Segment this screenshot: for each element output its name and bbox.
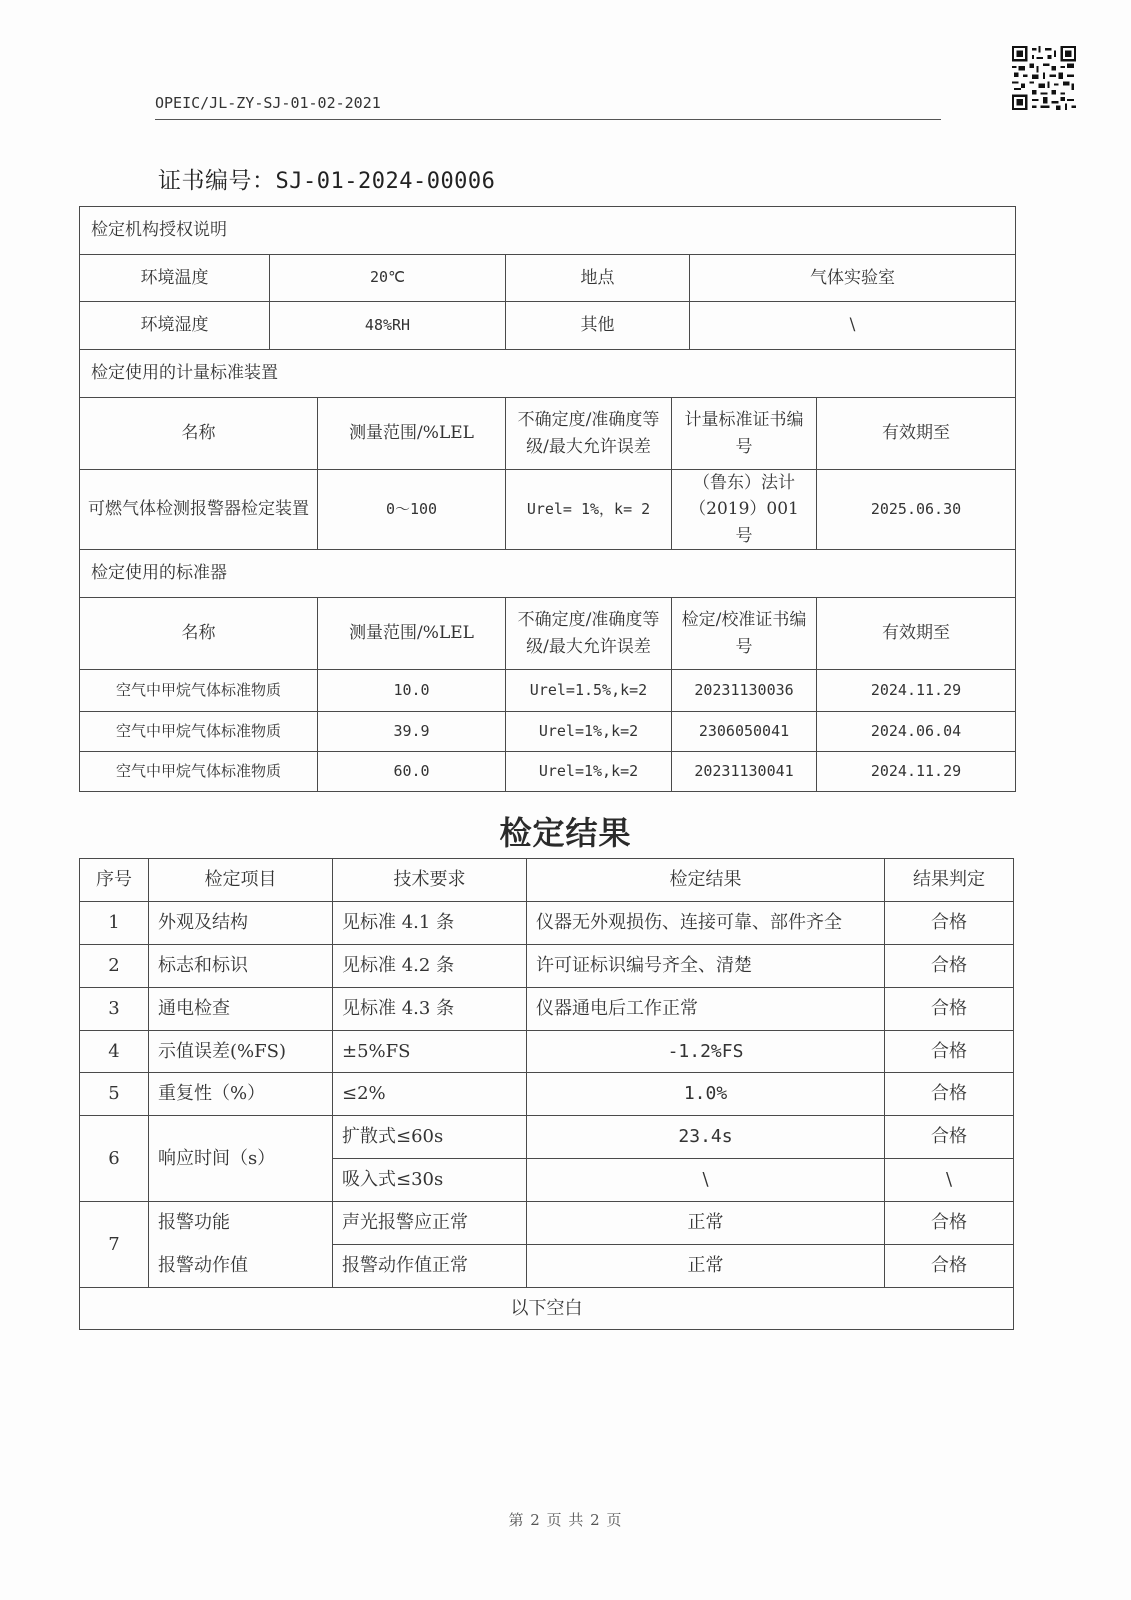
item-name: 通电检查 <box>149 988 333 1031</box>
item-verdict: 合格 <box>885 988 1014 1031</box>
table-header-cell: 名称 <box>80 598 318 670</box>
table-row <box>80 670 1016 712</box>
item-requirement: 扩散式≤60s <box>333 1116 527 1159</box>
standard-item-range: 60.0 <box>318 752 506 792</box>
standard-items-section-title: 检定使用的标准器 <box>80 550 1016 598</box>
item-verdict: 合格 <box>885 902 1014 945</box>
auth-section-title: 检定机构授权说明 <box>80 207 1016 255</box>
table-row <box>80 902 1014 945</box>
item-name: 外观及结构 <box>149 902 333 945</box>
item-result: \ <box>527 1159 885 1202</box>
verification-results-table <box>79 858 1014 1330</box>
item-verdict: 合格 <box>885 1116 1014 1159</box>
humidity-value: 48%RH <box>270 302 506 350</box>
device-cert-number: （鲁东）法计（2019）001 号 <box>672 470 817 550</box>
table-header-cell: 不确定度/准确度等级/最大允许误差 <box>506 398 672 470</box>
item-result: 许可证标识编号齐全、清楚 <box>527 945 885 988</box>
location-value: 气体实验室 <box>690 255 1016 302</box>
table-row <box>80 752 1016 792</box>
item-requirement: 报警动作值正常 <box>333 1245 527 1288</box>
item-result: 23.4s <box>527 1116 885 1159</box>
device-uncertainty: Urel= 1%，k= 2 <box>506 470 672 550</box>
other-label: 其他 <box>506 302 690 350</box>
item-verdict: 合格 <box>885 945 1014 988</box>
device-valid-until: 2025.06.30 <box>817 470 1016 550</box>
table-header-cell: 有效期至 <box>817 398 1016 470</box>
table-row <box>80 1073 1014 1116</box>
item-verdict: 合格 <box>885 1245 1014 1288</box>
item-requirement: 声光报警应正常 <box>333 1202 527 1245</box>
humidity-label: 环境湿度 <box>80 302 270 350</box>
device-range: 0～100 <box>318 470 506 550</box>
table-header-cell: 技术要求 <box>333 859 527 902</box>
table-header-cell: 检定结果 <box>527 859 885 902</box>
standard-item-uncertainty: Urel=1%,k=2 <box>506 752 672 792</box>
temperature-value: 20℃ <box>270 255 506 302</box>
item-number: 5 <box>80 1073 149 1116</box>
item-requirement: ±5%FS <box>333 1031 527 1073</box>
item-name: 重复性（%） <box>149 1073 333 1116</box>
item-number: 1 <box>80 902 149 945</box>
certificate-number-value: SJ-01-2024-00006 <box>275 169 496 194</box>
item-name: 报警功能 <box>149 1202 333 1245</box>
standard-item-cert-number: 20231130041 <box>672 752 817 792</box>
standard-device-section-title: 检定使用的计量标准装置 <box>80 350 1016 398</box>
item-verdict: 合格 <box>885 1202 1014 1245</box>
device-name: 可燃气体检测报警器检定装置 <box>80 470 318 550</box>
standard-item-name: 空气中甲烷气体标准物质 <box>80 670 318 712</box>
item-number: 7 <box>80 1202 149 1288</box>
standard-item-valid-until: 2024.11.29 <box>817 752 1016 792</box>
item-requirement: 见标准 4.2 条 <box>333 945 527 988</box>
item-name: 标志和标识 <box>149 945 333 988</box>
standard-item-name: 空气中甲烷气体标准物质 <box>80 752 318 792</box>
header-rule <box>155 119 941 120</box>
other-value: \ <box>690 302 1016 350</box>
standard-item-cert-number: 2306050041 <box>672 712 817 752</box>
item-verdict: 合格 <box>885 1031 1014 1073</box>
standard-item-cert-number: 20231130036 <box>672 670 817 712</box>
table-header-cell: 检定/校准证书编号 <box>672 598 817 670</box>
standard-item-uncertainty: Urel=1%,k=2 <box>506 712 672 752</box>
standard-item-range: 10.0 <box>318 670 506 712</box>
item-requirement: ≤2% <box>333 1073 527 1116</box>
table-header-cell: 测量范围/%LEL <box>318 598 506 670</box>
standard-item-uncertainty: Urel=1.5%,k=2 <box>506 670 672 712</box>
item-requirement: 吸入式≤30s <box>333 1159 527 1202</box>
standard-item-range: 39.9 <box>318 712 506 752</box>
page-number: 第 2 页 共 2 页 <box>508 1511 623 1529</box>
table-header-cell: 不确定度/准确度等级/最大允许误差 <box>506 598 672 670</box>
table-row <box>80 1116 1014 1159</box>
blank-note: 以下空白 <box>80 1288 1014 1330</box>
item-result: 1.0% <box>527 1073 885 1116</box>
item-verdict: \ <box>885 1159 1014 1202</box>
item-name: 响应时间（s） <box>149 1116 333 1202</box>
document-code: OPEIC/JL-ZY-SJ-01-02-2021 <box>155 94 381 112</box>
verification-info-table <box>79 206 1016 792</box>
table-header-cell: 有效期至 <box>817 598 1016 670</box>
item-name: 示值误差(%FS) <box>149 1031 333 1073</box>
standard-item-name: 空气中甲烷气体标准物质 <box>80 712 318 752</box>
standard-item-valid-until: 2024.11.29 <box>817 670 1016 712</box>
table-header-cell: 测量范围/%LEL <box>318 398 506 470</box>
certificate-number-label: 证书编号： <box>158 168 276 194</box>
item-result: -1.2%FS <box>527 1031 885 1073</box>
table-row <box>80 988 1014 1031</box>
item-requirement: 见标准 4.3 条 <box>333 988 527 1031</box>
standard-item-valid-until: 2024.06.04 <box>817 712 1016 752</box>
item-result: 仪器无外观损伤、连接可靠、部件齐全 <box>527 902 885 945</box>
item-verdict: 合格 <box>885 1073 1014 1116</box>
item-result: 正常 <box>527 1202 885 1245</box>
item-result: 仪器通电后工作正常 <box>527 988 885 1031</box>
temperature-label: 环境温度 <box>80 255 270 302</box>
table-row <box>80 1202 1014 1245</box>
item-name: 报警动作值 <box>149 1245 333 1288</box>
table-row <box>80 1245 1014 1288</box>
item-number: 4 <box>80 1031 149 1073</box>
table-header-cell: 结果判定 <box>885 859 1014 902</box>
location-label: 地点 <box>506 255 690 302</box>
table-header-cell: 名称 <box>80 398 318 470</box>
item-number: 2 <box>80 945 149 988</box>
item-requirement: 见标准 4.1 条 <box>333 902 527 945</box>
table-header-cell: 序号 <box>80 859 149 902</box>
certificate-number <box>158 162 495 195</box>
table-row <box>80 712 1016 752</box>
table-header-cell: 检定项目 <box>149 859 333 902</box>
item-number: 3 <box>80 988 149 1031</box>
table-header-cell: 计量标准证书编号 <box>672 398 817 470</box>
results-title: 检定结果 <box>499 814 632 852</box>
item-result: 正常 <box>527 1245 885 1288</box>
table-row <box>80 945 1014 988</box>
item-number: 6 <box>80 1116 149 1202</box>
table-row <box>80 1031 1014 1073</box>
qr-code-icon <box>1012 46 1076 110</box>
